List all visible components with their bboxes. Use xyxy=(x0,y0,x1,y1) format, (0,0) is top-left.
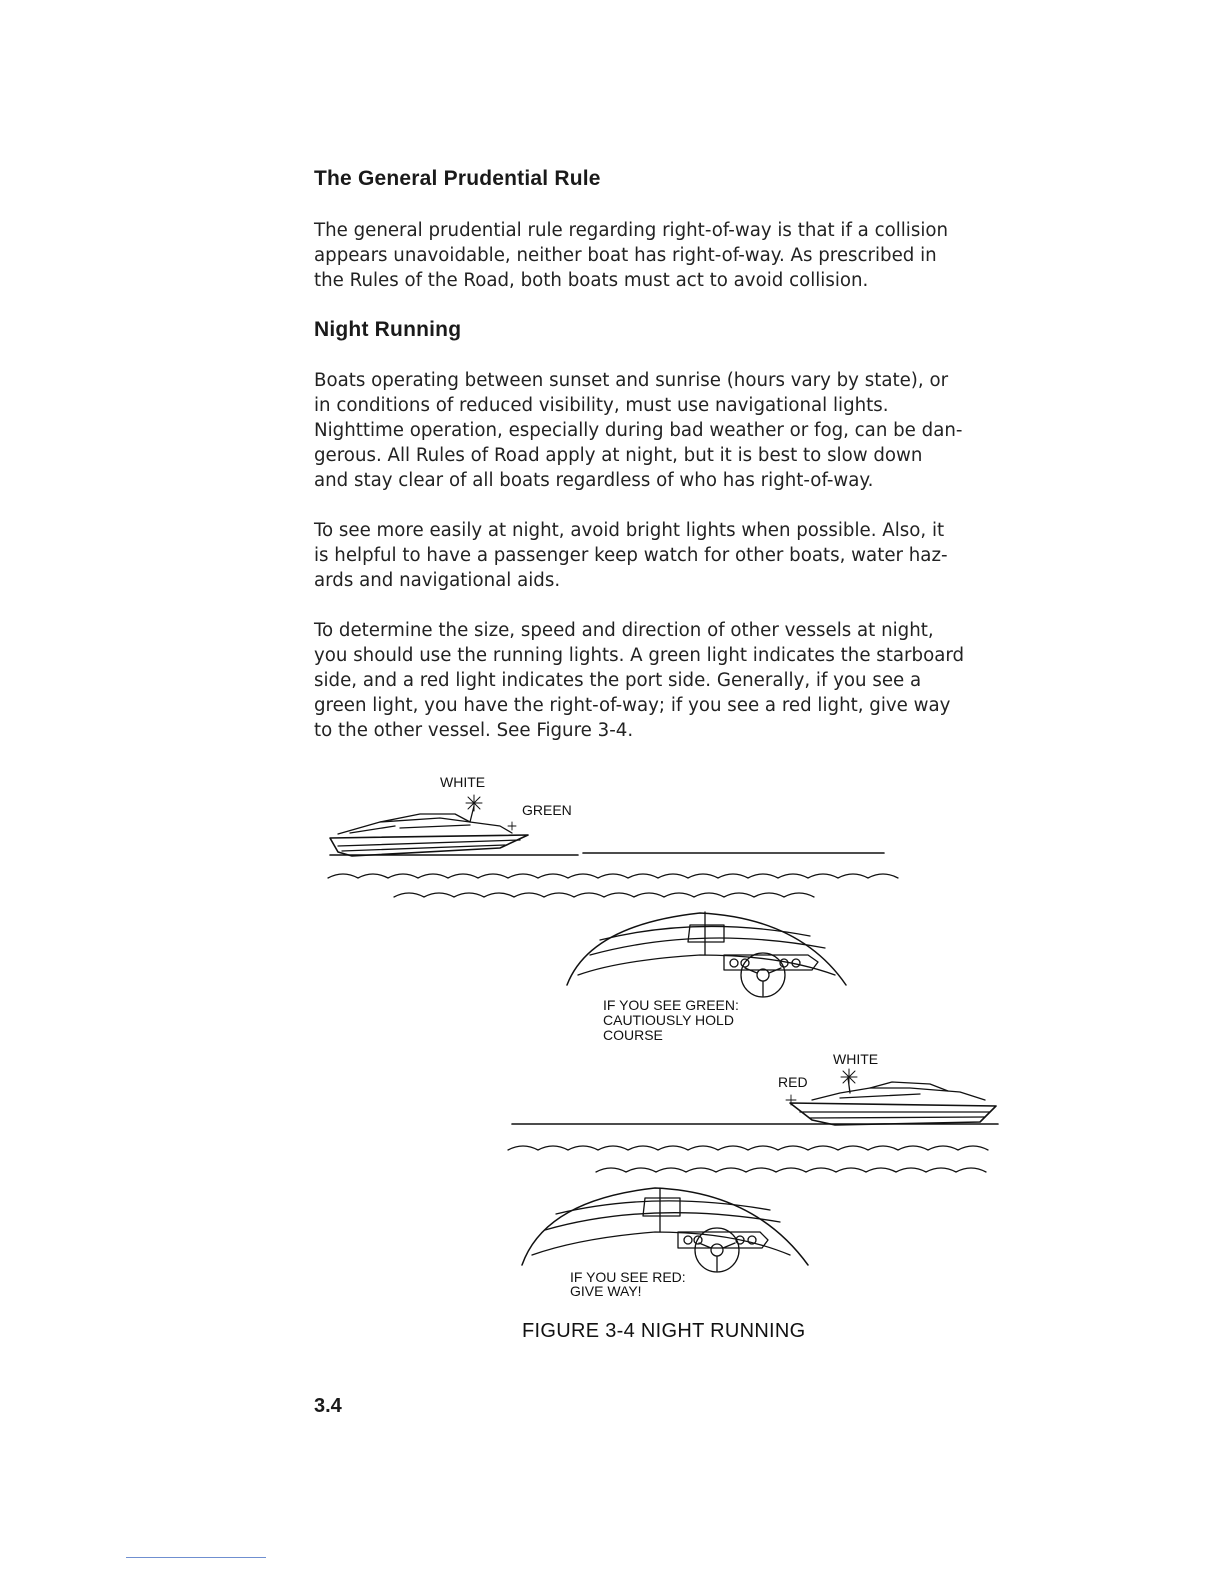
label-red-light: RED xyxy=(778,1074,808,1090)
wave-line xyxy=(394,893,814,897)
section-heading-general-prudential-rule: The General Prudential Rule xyxy=(314,167,601,190)
cockpit-view-illustration xyxy=(522,1188,808,1272)
label-green-light: GREEN xyxy=(522,802,572,818)
cockpit-view-illustration xyxy=(567,912,846,997)
text-line: ards and navigational aids. xyxy=(314,570,561,591)
text-line: the Rules of the Road, both boats must act to avoid collision. xyxy=(314,270,869,291)
text-line: to the other vessel. See Figure 3-4. xyxy=(314,720,634,741)
text-line: in conditions of reduced visibility, must use navigational lights. xyxy=(314,395,889,416)
label-white-light: WHITE xyxy=(833,1051,879,1067)
advice-line: IF YOU SEE RED: xyxy=(570,1269,686,1285)
white-light-burst-icon xyxy=(466,795,482,811)
footer-rule xyxy=(126,1557,266,1558)
boat-port-side-illustration xyxy=(790,1078,996,1125)
green-light-burst-icon xyxy=(508,822,516,830)
advice-line: GIVE WAY! xyxy=(570,1283,642,1299)
text-line: To determine the size, speed and direction of other vessels at night, xyxy=(314,620,934,641)
advice-line: COURSE xyxy=(603,1027,663,1043)
figure-caption: FIGURE 3-4 NIGHT RUNNING xyxy=(522,1320,806,1342)
wave-line xyxy=(328,874,898,878)
text-line: To see more easily at night, avoid bright lights when possible. Also, it xyxy=(314,520,945,541)
text-line: The general prudential rule regarding right-of-way is that if a collision xyxy=(314,220,949,241)
wave-line xyxy=(596,1168,986,1172)
label-white-light: WHITE xyxy=(440,774,486,790)
text-line: appears unavoidable, neither boat has right-of-way. As prescribed in xyxy=(314,245,937,266)
text-line: gerous. All Rules of Road apply at night, but it is best to slow down xyxy=(314,445,923,466)
text-line: Nighttime operation, especially during bad weather or fog, can be dan- xyxy=(314,420,963,441)
text-line: is helpful to have a passenger keep watch for other boats, water haz- xyxy=(314,545,948,566)
section-heading-night-running: Night Running xyxy=(314,318,462,341)
text-line: Boats operating between sunset and sunrise (hours vary by state), or xyxy=(314,370,949,391)
advice-line: IF YOU SEE GREEN: xyxy=(603,997,739,1013)
text-line: green light, you have the right-of-way; if you see a red light, give way xyxy=(314,695,951,716)
advice-line: CAUTIOUSLY HOLD xyxy=(603,1012,734,1028)
boat-starboard-side-illustration xyxy=(330,806,528,856)
text-line: side, and a red light indicates the port side. Generally, if you see a xyxy=(314,670,922,691)
white-light-burst-icon xyxy=(841,1069,857,1085)
wave-line xyxy=(508,1146,988,1150)
page-number: 3.4 xyxy=(314,1395,342,1417)
text-line: you should use the running lights. A green light indicates the starboard xyxy=(314,645,965,666)
text-line: and stay clear of all boats regardless of who has right-of-way. xyxy=(314,470,874,491)
